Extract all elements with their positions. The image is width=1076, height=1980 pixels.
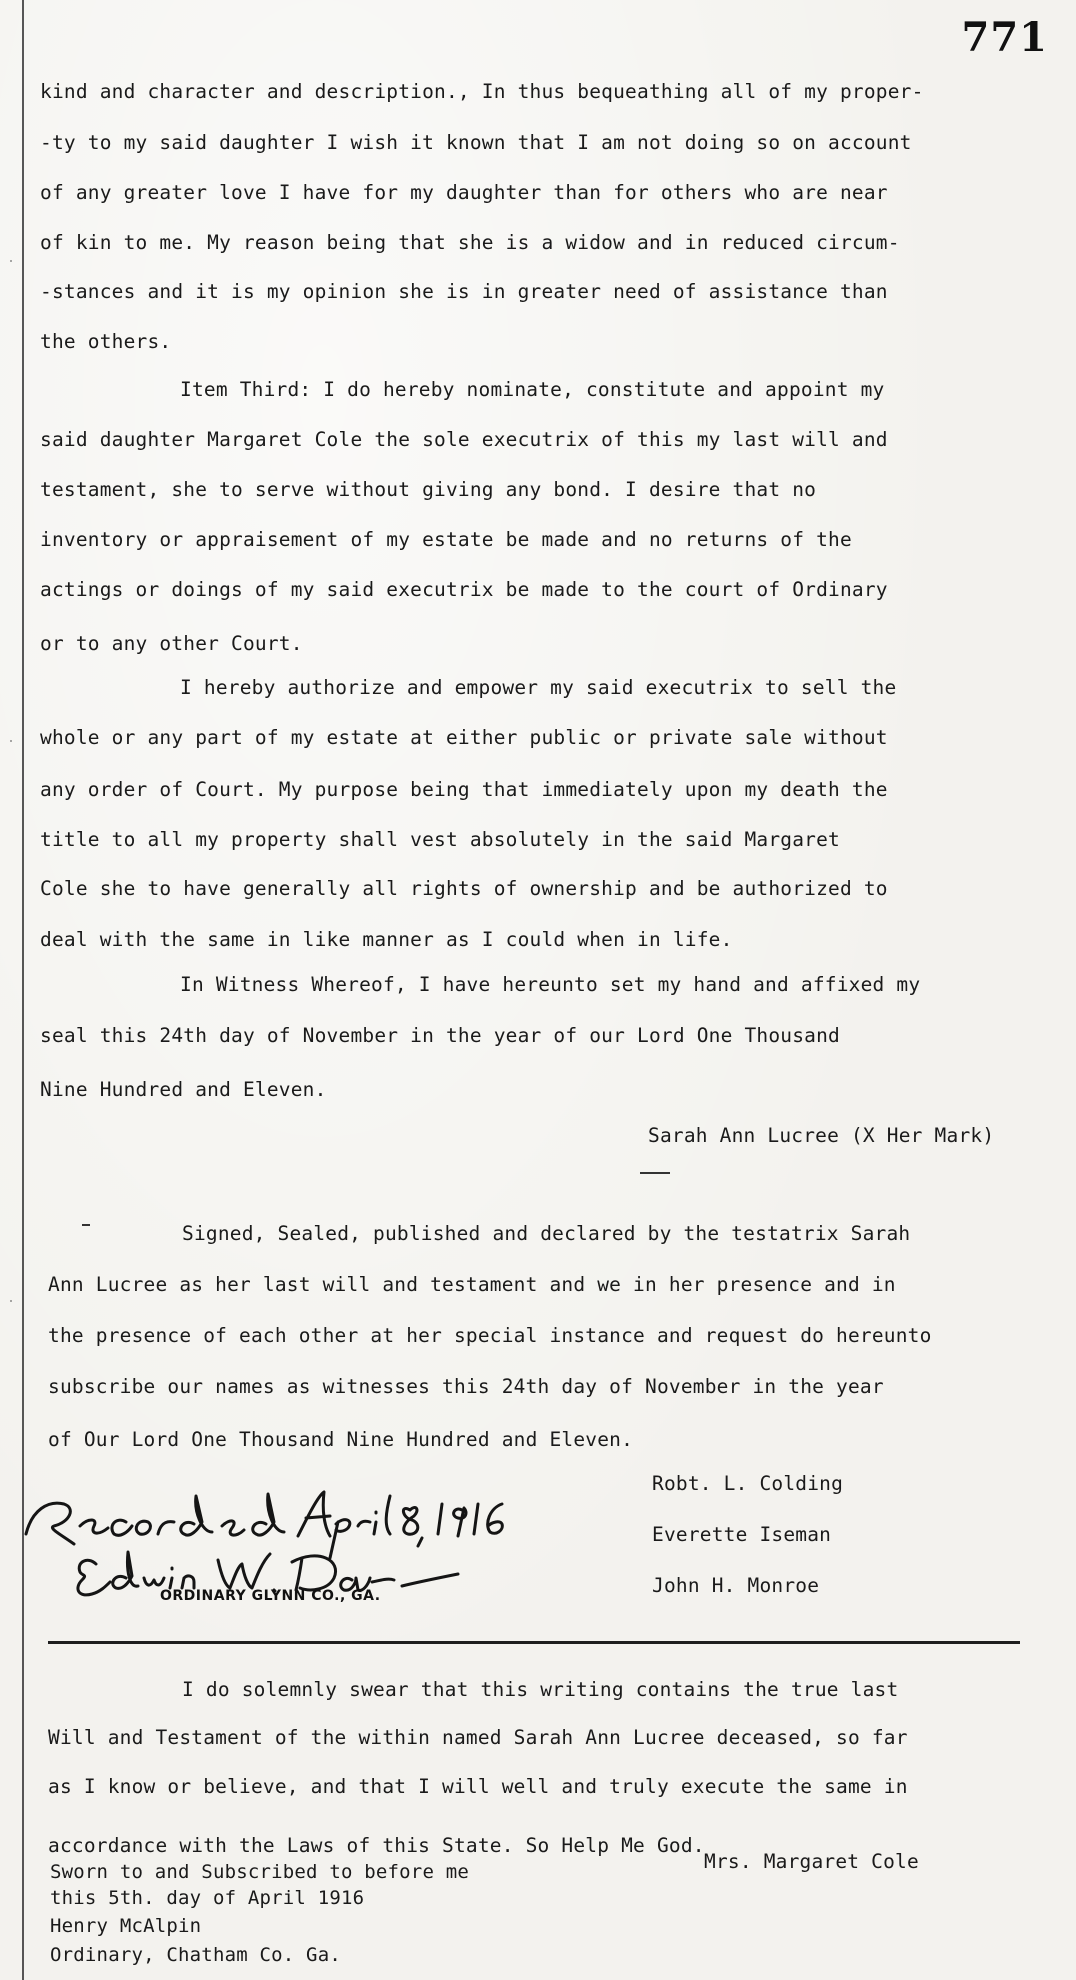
attestation-line: subscribe our names as witnesses this 24th day of November in the year [48, 1375, 884, 1398]
body-line: title to all my property shall vest absolutely in the said Margaret [40, 828, 840, 851]
handwriting-stroke [474, 1504, 478, 1534]
handwriting-stroke [372, 1579, 394, 1582]
body-line: said daughter Margaret Cole the sole executrix of this my last will and [40, 428, 888, 451]
handwriting-stroke [358, 1512, 376, 1534]
jurat-line: Sworn to and Subscribed to before me [50, 1861, 470, 1883]
handwriting-stroke [488, 1504, 503, 1533]
page-number: 771 [961, 14, 1048, 61]
body-line: In Witness Whereof, I have hereunto set my hand and affixed my [180, 973, 921, 996]
witness-name: John H. Monroe [652, 1574, 820, 1597]
handwriting-stroke [403, 1508, 417, 1535]
margin-speck [10, 260, 12, 262]
body-line: of any greater love I have for my daughter than for others who are near [40, 181, 888, 204]
handwriting-stroke [330, 1520, 350, 1558]
handwriting-stroke [292, 1556, 336, 1590]
body-line: of kin to me. My reason being that she is a widow and in reduced circum- [40, 231, 900, 254]
oath-signer: Mrs. Margaret Cole [704, 1850, 919, 1873]
handwriting-stroke [402, 1574, 458, 1586]
handwriting-stroke [112, 1520, 132, 1535]
jurat-line: Henry McAlpin [50, 1915, 202, 1937]
jurat-line: this 5th. day of April 1916 [50, 1887, 365, 1909]
handwriting-stroke [113, 1552, 138, 1588]
attestation-line: Signed, Sealed, published and declared by the testatrix Sarah [182, 1222, 911, 1245]
signature-dash [640, 1172, 670, 1174]
body-line: I hereby authorize and empower my said executrix to sell the [180, 676, 897, 699]
body-line: whole or any part of my estate at either public or private sale without [40, 726, 888, 749]
body-line: the others. [40, 330, 172, 353]
margin-tick [82, 1224, 90, 1226]
handwriting-stroke [26, 1503, 74, 1544]
body-line: -ty to my said daughter I wish it known that I am not doing so on account [40, 131, 912, 154]
body-line: or to any other Court. [40, 632, 303, 655]
witness-name: Everette Iseman [652, 1523, 832, 1546]
handwriting-stroke [170, 1568, 172, 1588]
handwriting-stroke [181, 1496, 212, 1535]
oath-line: accordance with the Laws of this State. So Help Me God. [48, 1834, 705, 1857]
body-line: seal this 24th day of November in the year of our Lord One Thousand [40, 1024, 840, 1047]
margin-speck [10, 1300, 12, 1302]
handwriting-stroke [136, 1521, 150, 1534]
oath-line: I do solemnly swear that this writing contains the true last [182, 1678, 899, 1701]
handwriting-stroke [182, 1576, 194, 1588]
witness-name: Robt. L. Colding [652, 1472, 844, 1495]
attestation-line: the presence of each other at her special instance and request do hereunto [48, 1324, 932, 1347]
left-margin-rule [22, 0, 24, 1980]
body-line: Nine Hundred and Eleven. [40, 1078, 327, 1101]
handwriting-stroke [454, 1508, 466, 1536]
handwriting-stroke [222, 1521, 244, 1535]
handwriting-stroke [418, 1538, 422, 1546]
body-line: inventory or appraisement of my estate be made and no returns of the [40, 528, 852, 551]
oath-line: as I know or believe, and that I will well and truly execute the same in [48, 1775, 908, 1798]
oath-line: Will and Testament of the within named Sarah Ann Lucree deceased, so far [48, 1726, 908, 1749]
section-divider [48, 1641, 1020, 1644]
body-line: actings or doings of my said executrix be made to the court of Ordinary [40, 578, 888, 601]
body-line: Cole she to have generally all rights of ownership and be authorized to [40, 877, 888, 900]
body-line: kind and character and description., In thus bequeathing all of my proper- [40, 80, 924, 103]
body-line: -stances and it is my opinion she is in greater need of assistance than [40, 280, 888, 303]
handwriting-stroke [298, 1492, 330, 1536]
testatrix-signature: Sarah Ann Lucree (X Her Mark) [648, 1124, 995, 1147]
handwriting-stroke [253, 1494, 284, 1535]
attestation-line: Ann Lucree as her last will and testament and we in her presence and in [48, 1273, 896, 1296]
handwriting-stroke [78, 1560, 110, 1595]
handwriting-stroke [158, 1522, 174, 1534]
body-line: testament, she to serve without giving any bond. I desire that no [40, 478, 817, 501]
recorded-stamp-printed-text: ORDINARY GLYNN CO., GA. [160, 1588, 381, 1604]
handwriting-stroke [438, 1504, 442, 1534]
margin-speck [10, 740, 12, 742]
attestation-line: of Our Lord One Thousand Nine Hundred and Eleven. [48, 1428, 634, 1451]
handwriting-stroke [144, 1578, 164, 1585]
jurat-line: Ordinary, Chatham Co. Ga. [50, 1944, 341, 1966]
body-line: Item Third: I do hereby nominate, constitute and appoint my [180, 378, 885, 401]
handwriting-stroke [218, 1554, 270, 1588]
body-line: deal with the same in like manner as I could when in life. [40, 928, 733, 951]
handwriting-stroke [80, 1520, 108, 1533]
body-line: any order of Court. My purpose being that immediately upon my death the [40, 778, 888, 801]
handwriting-stroke [386, 1496, 390, 1534]
